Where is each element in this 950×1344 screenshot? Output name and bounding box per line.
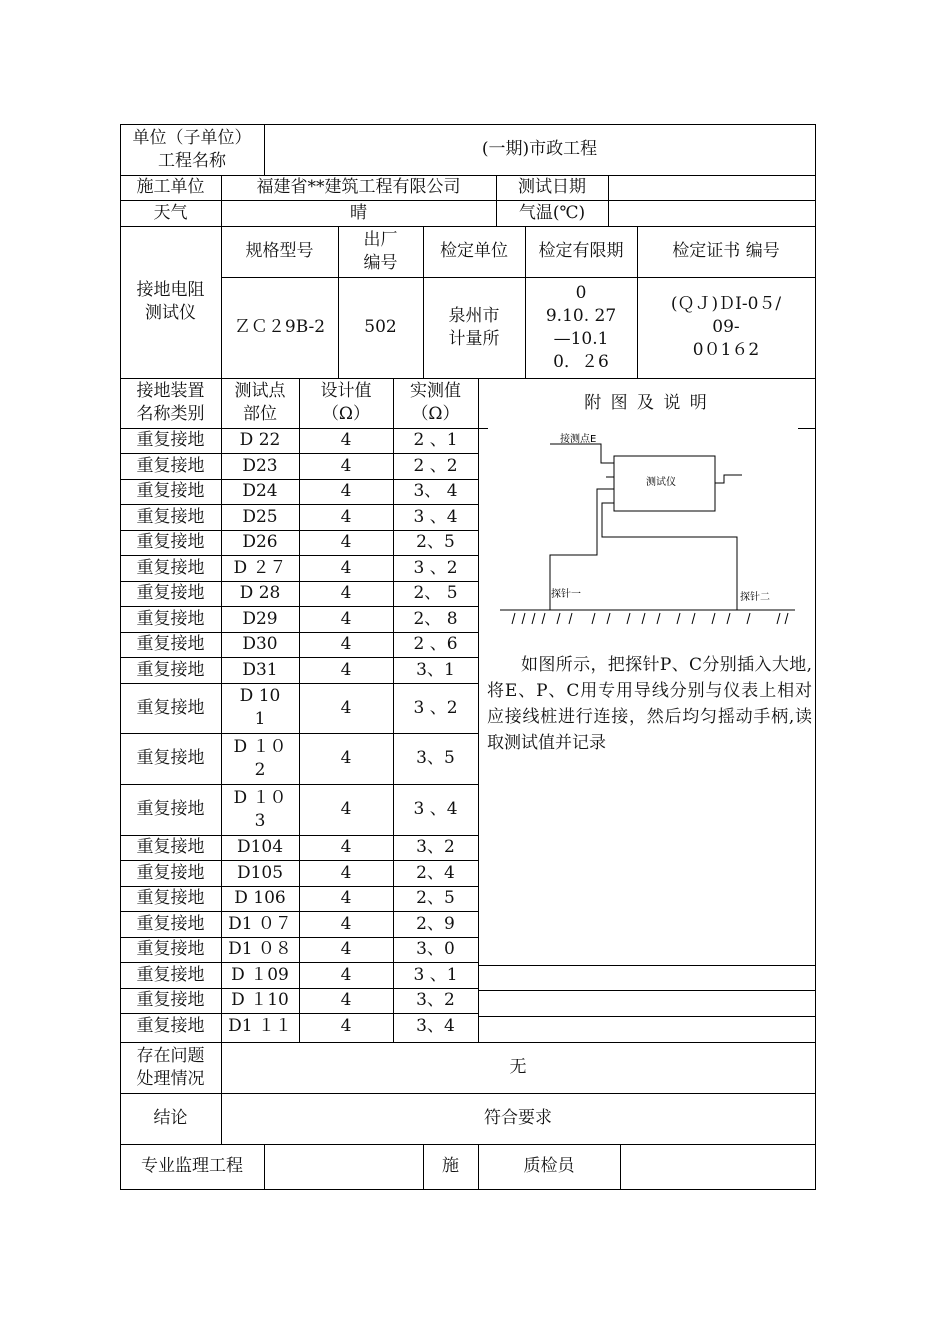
design-value-cell: 4 — [340, 608, 352, 629]
ground-hatch — [627, 613, 630, 624]
col-design-value: 设计值 （Ω） — [320, 381, 372, 424]
design-value-cell: 4 — [340, 862, 352, 883]
weather-label: 天气 — [153, 202, 188, 223]
design-value-cell: 4 — [340, 697, 352, 718]
conclusion-label: 结论 — [153, 1108, 188, 1128]
design-value-cell: 4 — [340, 837, 352, 857]
design-value-cell: 4 — [340, 583, 352, 603]
test-point-cell: D1 ０７ — [228, 913, 292, 934]
actual-value-cell: 2 、1 — [413, 430, 458, 450]
design-value-cell: 4 — [340, 634, 352, 654]
design-value-cell: 4 — [340, 748, 352, 768]
actual-value-cell: 3、0 — [416, 939, 455, 959]
design-value-cell: 4 — [340, 455, 352, 476]
instrument-label: 接地电阻 测试仪 — [136, 280, 205, 323]
temperature-value — [608, 200, 815, 226]
design-value-cell: 4 — [340, 1015, 352, 1036]
supervisor-signature — [264, 1144, 423, 1189]
design-value-cell: 4 — [340, 481, 352, 501]
supervisor-label: 专业监理工程 — [141, 1156, 243, 1176]
ground-hatch — [642, 613, 645, 624]
actual-value-cell: 2、 5 — [413, 583, 458, 603]
actual-value-cell: 3、 4 — [413, 481, 458, 501]
test-point-cell: D30 — [242, 634, 278, 654]
issues-value: 无 — [509, 1057, 527, 1077]
test-point-cell: D104 — [236, 837, 284, 857]
ground-hatch — [592, 613, 595, 624]
test-point-cell: D 28 — [239, 583, 281, 603]
construction-label: 施 — [442, 1156, 459, 1176]
ground-hatch — [569, 613, 572, 624]
design-value-cell: 4 — [340, 939, 352, 959]
actual-value-cell: 3、4 — [416, 1015, 455, 1036]
actual-value-cell: 3 、2 — [413, 557, 458, 578]
device-type-cell: 重复接地 — [136, 532, 205, 552]
test-point-cell: D25 — [242, 506, 278, 527]
contractor-value: 福建省**建筑工程有限公司 — [256, 177, 461, 197]
actual-value-cell: 2、5 — [416, 532, 455, 552]
device-type-cell: 重复接地 — [136, 557, 205, 578]
design-value-cell: 4 — [340, 990, 352, 1010]
test-point-cell: D105 — [236, 862, 284, 883]
contractor-label: 施工单位 — [136, 177, 205, 197]
ground-hatch — [712, 613, 715, 624]
table-bottom-border — [120, 1189, 816, 1190]
col-agency: 检定单位 — [440, 241, 508, 261]
ground-hatch — [677, 613, 680, 624]
actual-value-cell: 3 、1 — [413, 964, 458, 985]
device-type-cell: 重复接地 — [136, 583, 205, 603]
test-point-cell: D26 — [242, 532, 278, 552]
figure-description: 如图所示，把探针P、C分别插入大地,将E、P、C用专用导线分别与仪表上相对应接线桩进行连接，然后均匀摇动手柄,读取测试值并记录 — [487, 655, 812, 753]
actual-value-cell: 2、 8 — [413, 608, 458, 629]
device-type-cell: 重复接地 — [136, 862, 205, 883]
test-point-cell: D １０ 3 — [233, 787, 287, 831]
device-type-cell: 重复接地 — [136, 506, 205, 527]
design-value-cell: 4 — [340, 532, 352, 552]
figure-title: 附 图 及 说 明 — [584, 392, 709, 413]
test-point-cell: D 10 1 — [239, 686, 281, 729]
table-right-border — [815, 124, 816, 1190]
design-value-cell: 4 — [340, 913, 352, 934]
project-name-label: 单位（子单位） 工程名称 — [132, 127, 252, 171]
actual-value-cell: 3、2 — [416, 837, 455, 857]
conclusion-value: 符合要求 — [484, 1108, 552, 1128]
test-date-label: 测试日期 — [518, 177, 586, 197]
test-date-value — [608, 175, 815, 200]
instrument-validity: 0 9.10. 27 —10.1 0．２6 — [545, 282, 617, 372]
device-type-cell: 重复接地 — [136, 481, 205, 501]
instrument-certificate: (ＱＪ)ＤI-0５/ 09- 0０1６2 — [670, 294, 782, 360]
ground-hatch — [542, 613, 545, 624]
ground-hatch — [512, 613, 515, 624]
ground-hatch — [657, 613, 660, 624]
device-type-cell: 重复接地 — [136, 634, 205, 654]
actual-value-cell: 3 、4 — [413, 506, 458, 527]
actual-value-cell: 3 、2 — [413, 697, 458, 718]
label-probe-1: 探针一 — [551, 589, 581, 600]
design-value-cell: 4 — [340, 799, 352, 819]
device-type-cell: 重复接地 — [136, 748, 205, 768]
design-value-cell: 4 — [340, 430, 352, 450]
device-type-cell: 重复接地 — [136, 455, 205, 476]
col-actual-value: 实测值 （Ω） — [410, 381, 461, 424]
weather-value: 晴 — [350, 202, 367, 223]
device-type-cell: 重复接地 — [136, 837, 205, 857]
wiring-diagram — [480, 425, 815, 645]
test-point-cell: D ２７ — [233, 557, 287, 578]
test-point-cell: D １０ 2 — [233, 736, 287, 780]
device-type-cell: 重复接地 — [136, 608, 205, 629]
label-probe-2: 探针二 — [740, 592, 770, 603]
ground-hatch — [532, 613, 535, 624]
instrument-model: ＺＣ２9B-2 — [233, 317, 326, 337]
device-type-cell: 重复接地 — [136, 697, 205, 718]
device-type-cell: 重复接地 — [136, 913, 205, 934]
test-point-cell: D1 １１ — [228, 1015, 292, 1036]
test-point-cell: D １09 — [231, 964, 289, 985]
actual-value-cell: 3、2 — [416, 990, 455, 1010]
label-instrument: 测试仪 — [646, 477, 676, 488]
device-type-cell: 重复接地 — [136, 939, 205, 959]
device-type-cell: 重复接地 — [136, 888, 205, 908]
test-point-cell: D23 — [242, 455, 278, 476]
design-value-cell: 4 — [340, 888, 352, 908]
ground-hatch — [557, 613, 560, 624]
temperature-label: 气温(℃) — [518, 202, 586, 223]
actual-value-cell: 2、4 — [416, 862, 455, 883]
actual-value-cell: 2、9 — [416, 913, 455, 934]
instrument-serial: 502 — [364, 317, 397, 337]
ground-hatch — [727, 613, 730, 624]
ground-hatch — [747, 613, 750, 624]
ground-hatch — [785, 613, 788, 624]
actual-value-cell: 3、1 — [416, 659, 455, 680]
design-value-cell: 4 — [340, 557, 352, 578]
actual-value-cell: 2 、2 — [413, 455, 458, 476]
instrument-agency: 泉州市 计量所 — [448, 305, 500, 349]
actual-value-cell: 2 、6 — [413, 634, 458, 654]
inspector-label: 质检员 — [523, 1156, 575, 1176]
project-name-value: (一期)市政工程 — [481, 139, 598, 159]
design-value-cell: 4 — [340, 506, 352, 527]
test-point-cell: D31 — [242, 659, 278, 680]
test-point-cell: D29 — [242, 608, 278, 629]
col-test-point: 测试点 部位 — [234, 381, 286, 424]
actual-value-cell: 2、5 — [416, 888, 455, 908]
test-point-cell: D 106 — [234, 888, 286, 908]
col-model: 规格型号 — [245, 241, 314, 261]
device-type-cell: 重复接地 — [136, 799, 205, 819]
design-value-cell: 4 — [340, 964, 352, 985]
device-type-cell: 重复接地 — [136, 964, 205, 985]
ground-hatch — [692, 613, 695, 624]
actual-value-cell: 3 、4 — [413, 799, 458, 819]
inspector-signature — [620, 1144, 815, 1189]
test-point-cell: D24 — [242, 481, 278, 501]
issues-label: 存在问题 处理情况 — [136, 1045, 205, 1089]
ground-hatch — [607, 613, 610, 624]
design-value-cell: 4 — [340, 659, 352, 680]
col-device-type: 接地装置 名称类别 — [136, 381, 205, 424]
test-point-cell: D １10 — [231, 990, 289, 1010]
test-point-cell: D1 ０８ — [228, 939, 292, 959]
device-type-cell: 重复接地 — [136, 990, 205, 1010]
actual-value-cell: 3、5 — [416, 748, 455, 768]
ground-hatch — [522, 613, 525, 624]
col-serial: 出厂 编号 — [363, 229, 398, 273]
label-test-point: 接测点E — [560, 434, 597, 445]
device-type-cell: 重复接地 — [136, 430, 205, 450]
col-certificate: 检定证书 编号 — [672, 241, 780, 261]
test-point-cell: D 22 — [239, 430, 281, 450]
device-type-cell: 重复接地 — [136, 1015, 205, 1036]
ground-hatch — [777, 613, 780, 624]
device-type-cell: 重复接地 — [136, 659, 205, 680]
col-validity: 检定有限期 — [538, 241, 624, 261]
